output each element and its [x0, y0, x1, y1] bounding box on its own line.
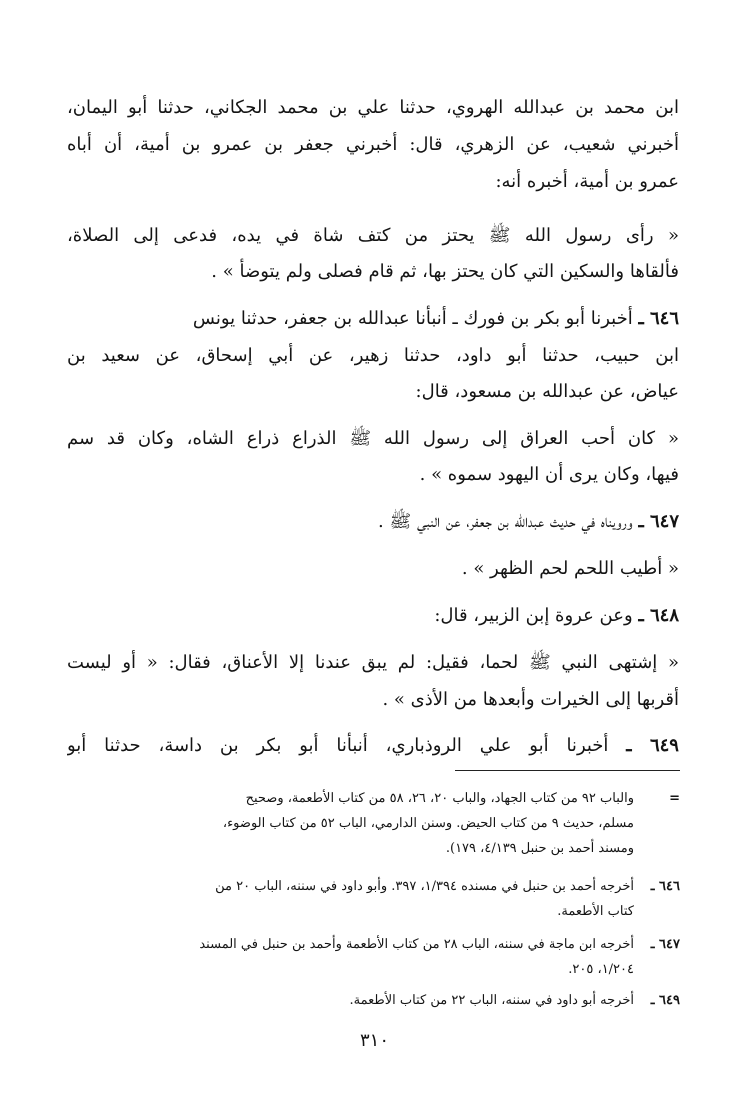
text-line: عمرو بن أمية، أخبره أنه:: [495, 171, 679, 192]
page-number: ٣١٠: [359, 1030, 389, 1051]
hadith-number: ٦٤٧ ـ: [638, 511, 679, 532]
hadith-648: [67, 600, 679, 632]
text-line: ورويناه في حديث عبدالله بن جعفر، عن النبي ﷺ .: [378, 511, 633, 532]
footnote-line: ومسند أحمد بن حنبل ٤/١٣٩، ١٧٩).: [445, 841, 634, 856]
footnote-line: ١/٢٠٤، ٢٠٥.: [568, 962, 634, 977]
hadith-647: [67, 506, 679, 538]
footnote-marker: ٦٤٩ ـ: [650, 993, 680, 1008]
footnote-marker: =: [669, 791, 680, 806]
hadith-number: ٦٤٦ ـ: [638, 308, 679, 329]
footnote-649: [50, 988, 680, 1015]
footnote-divider: [455, 770, 680, 771]
footnote-marker: ٦٤٧ ـ: [650, 937, 680, 952]
text-line: أخبرنا أبو علي الروذباري، أنبأنا أبو بكر بن داسة، حدثنا أبو: [67, 735, 609, 756]
text-line: ابن محمد بن عبدالله الهروي، حدثنا علي بن محمد الجكاني، حدثنا أبو اليمان،: [67, 97, 679, 118]
hadith-646: [67, 303, 679, 335]
footnote-line: والباب ٩٢ من كتاب الجهاد، والباب ٢٠، ٢٦، ٥٨ من كتاب الأطعمة، وصحيح: [245, 791, 634, 806]
footnote-646: [50, 874, 680, 926]
hadith-649: [67, 730, 679, 762]
footnote-continued: [50, 786, 680, 866]
quote-line: فألقاها والسكين التي كان يحتز بها، ثم قام فصلى ولم يتوضأ » .: [211, 261, 679, 282]
hadith-number: ٦٤٩ ـ: [626, 735, 679, 756]
quote-line: « إشتهى النبي ﷺ لحما، فقيل: لم يبق عندنا إلا الأعناق، فقال: « أو ليست: [67, 652, 679, 673]
text-line: ابن حبيب، حدثنا أبو داود، حدثنا زهير، عن أبي إسحاق، عن سعيد بن: [67, 345, 679, 366]
footnote-647: [50, 932, 680, 984]
footnote-marker: ٦٤٦ ـ: [650, 879, 680, 894]
text-line: أخبرني شعيب، عن الزهري، قال: أخبرني جعفر بن عمرو بن أمية، أن أباه: [67, 134, 679, 155]
hadith-number: ٦٤٨ ـ: [638, 605, 679, 626]
text-line: عياض، عن عبدالله بن مسعود، قال:: [415, 381, 679, 402]
quote-line: أقربها إلى الخيرات وأبعدها من الأذى » .: [382, 689, 679, 710]
quote-line: « أطيب اللحم لحم الظهر » .: [461, 558, 679, 579]
quote-line: « رأى رسول الله ﷺ يحتز من كتف شاة في يده، فدعى إلى الصلاة،: [67, 225, 679, 246]
footnote-line: أخرجه أحمد بن حنبل في مسنده ١/٣٩٤، ٣٩٧. وأبو داود في سننه، الباب ٢٠ من: [215, 879, 634, 894]
footnote-line: كتاب الأطعمة.: [557, 904, 634, 919]
quote-line: « كان أحب العراق إلى رسول الله ﷺ الذراع ذراع الشاه، وكان قد سم: [67, 428, 679, 449]
footnote-line: أخرجه أبو داود في سننه، الباب ٢٢ من كتاب الأطعمة.: [349, 993, 634, 1008]
footnote-line: أخرجه ابن ماجة في سننه، الباب ٢٨ من كتاب الأطعمة وأحمد بن حنبل في المسند: [199, 937, 634, 952]
text-line: وعن عروة إبن الزبير، قال:: [434, 605, 633, 626]
text-line: أخبرنا أبو بكر بن فورك ـ أنبأنا عبدالله بن جعفر، حدثنا يونس: [192, 308, 633, 329]
quote-line: فيها، وكان يرى أن اليهود سموه » .: [419, 464, 679, 485]
footnote-line: مسلم، حديث ٩ من كتاب الحيض. وسنن الدارمي، الباب ٥٢ من كتاب الوضوء،: [222, 816, 634, 831]
